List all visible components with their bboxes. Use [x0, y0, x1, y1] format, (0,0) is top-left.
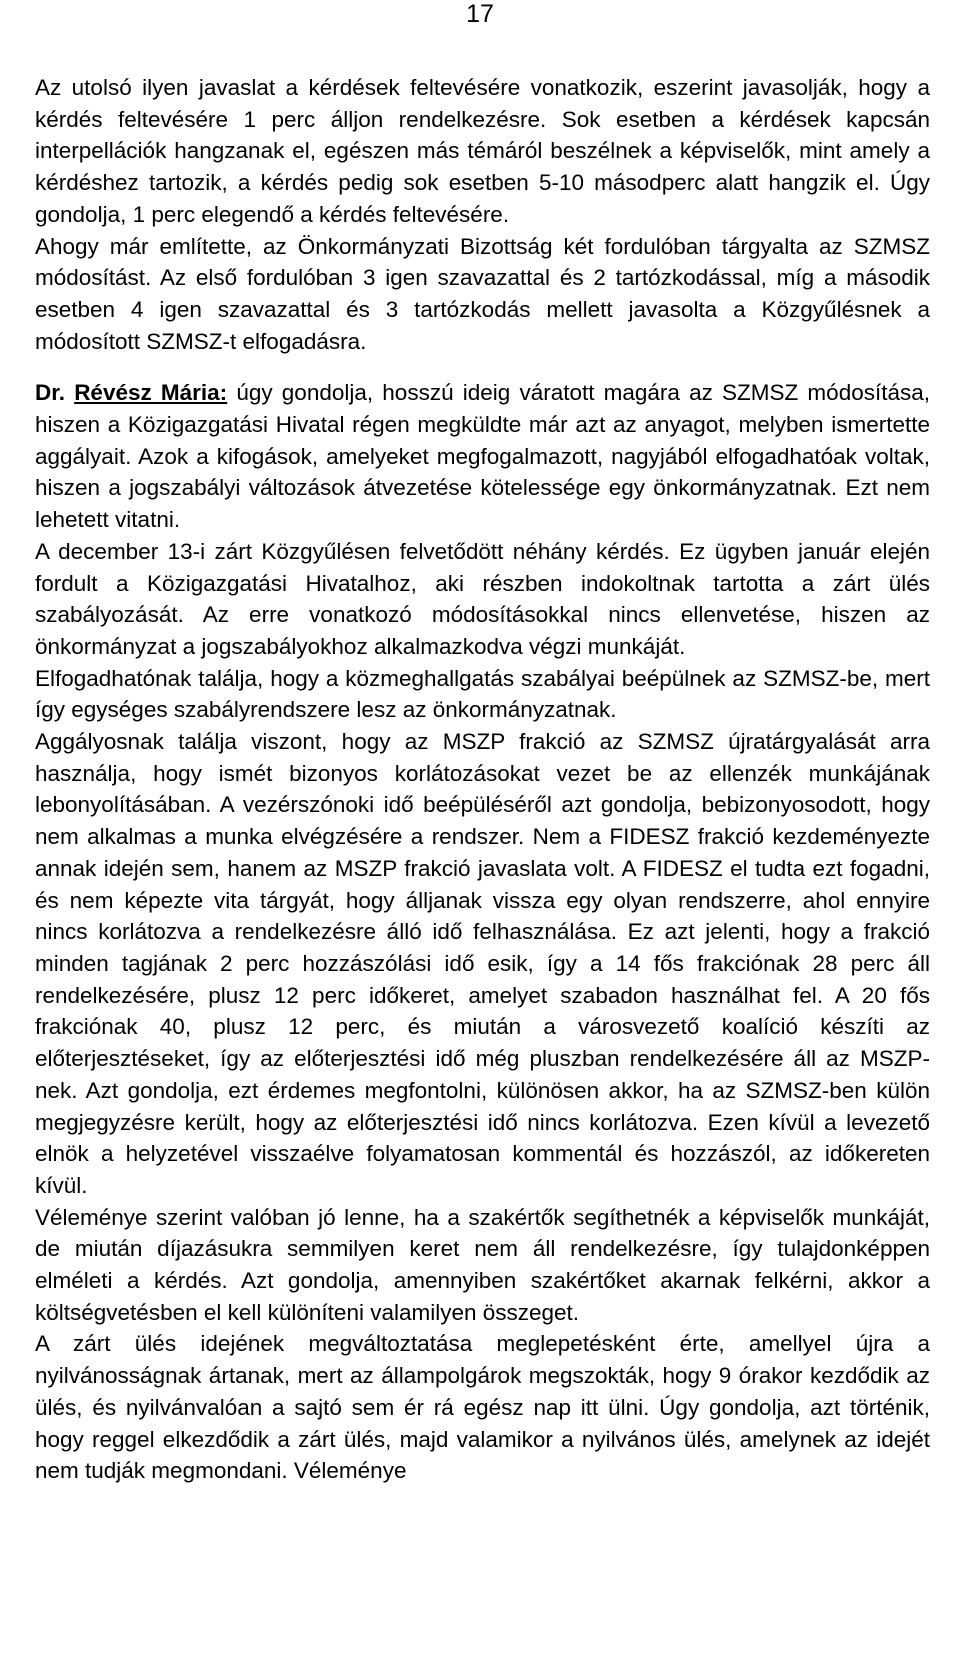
paragraph: Véleménye szerint valóban jó lenne, ha a szakértők segíthetnék a képviselők munkáját, de miután díjazásukra semmilyen keret nem áll rendelkezésre, így tulajdonképpen elméleti a kérdés. Azt gondolja, amennyiben szakértőket akarnak felkérni, akkor a költségvetésben el kell különíteni valamilyen összeget. [35, 1204, 930, 1325]
paragraph: Aggályosnak találja viszont, hogy az MSZP frakció az SZMSZ újratárgyalását arra használja, hogy ismét bizonyos korlátozásokat vezet be az ellenzék munkájának lebonyolításában. A vezérszónoki idő beépüléséről azt gondolja, bebizonyosodott, hogy nem alkalmas a munka elvégzésére a rendszer. Nem a FIDESZ frakció kezdeményezte annak idején sem, hanem az MSZP frakció javaslata volt. A FIDESZ el tudta ezt fogadni, és nem képezte vita tárgyát, hogy álljanak vissza egy olyan rendszerre, ahol ennyire nincs korlátozva a rendelkezésre álló idő felhasználása. Ez azt jelenti, hogy a frakció minden tagjának 2 perc hozzászólási idő esik, így a 14 fős frakciónak 28 perc áll rendelkezésére, plusz 12 perc időkeret, amelyet szabadon használhat fel. A 20 fős frakciónak 40, plusz 12 perc, és miután a városvezető koalíció készíti az előterjesztéseket, így az előterjesztési idő még pluszban rendelkezésére áll az MSZP-nek. Azt gondolja, ezt érdemes megfontolni, különösen akkor, ha az SZMSZ-ben külön megjegyzésre került, hogy az előterjesztési idő nincs korlátozva. Ezen kívül a levezető elnök a helyzetével visszaélve folyamatosan kommentál és hozzászól, az időkereten kívül. [35, 729, 930, 1198]
speaker-paragraph [35, 377, 930, 536]
speaker-title: Dr. [35, 380, 66, 406]
paragraph: Elfogadhatónak találja, hogy a közmeghallgatás szabályai beépülnek az SZMSZ-be, mert így egységes szabályrendszere lesz az önkormányzatnak. [35, 665, 930, 723]
speaker-statement: úgy gondolja, hosszú ideig váratott magára az SZMSZ módosítása, hiszen a Közigazgatási Hivatal régen megküldte már azt az anyagot, melyben ismertette aggályait. Azok a kifogások, amelyeket megfogalmazott, nagyjából elfogadhatóak voltak, hiszen a jogszabályi változások átvezetése kötelessége egy önkormányzatnak. Ezt nem lehetett vitatni. [35, 380, 931, 533]
speaker-name: Révész Mária: [74, 380, 228, 406]
page-number: 17 [466, 0, 494, 28]
speaker-label [35, 380, 227, 405]
document-body [35, 72, 930, 1487]
paragraph: Ahogy már említette, az Önkormányzati Bizottság két fordulóban tárgyalta az SZMSZ módosítást. Az első fordulóban 3 igen szavazattal és 2 tartózkodással, míg a második esetben 4 igen szavazattal és 3 tartózkodás mellett javasolta a Közgyűlésnek a módosított SZMSZ-t elfogadásra. [35, 233, 930, 354]
paragraph: Az utolsó ilyen javaslat a kérdések feltevésére vonatkozik, eszerint javasolják, hogy a kérdés feltevésére 1 perc álljon rendelkezésre. Sok esetben a kérdések kapcsán interpellációk hangzanak el, egészen más témáról beszélnek a képviselők, mint amely a kérdéshez tartozik, a kérdés pedig sok esetben 5-10 másodperc alatt hangzik el. Úgy gondolja, 1 perc elegendő a kérdés feltevésére. [35, 75, 930, 227]
paragraph: A zárt ülés idejének megváltoztatása meglepetésként érte, amellyel újra a nyilvánosságnak ártanak, mert az állampolgárok megszokták, hogy 9 órakor kezdődik az ülés, és nyilvánvalóan a sajtó sem ér rá egész nap itt ülni. Úgy gondolja, azt történik, hogy reggel elkezdődik a zárt ülés, majd valamikor a nyilvános ülés, amelynek az idejét nem tudják megmondani. Véleménye [35, 1331, 930, 1484]
paragraph: A december 13-i zárt Közgyűlésen felvetődött néhány kérdés. Ez ügyben január elején fordult a Közigazgatási Hivatalhoz, aki részben indokoltnak tartotta a zárt ülés szabályozását. Az erre vonatkozó módosításokkal nincs ellenvetése, hiszen az önkormányzat a jogszabályokhoz alkalmazkodva végzi munkáját. [35, 538, 930, 659]
